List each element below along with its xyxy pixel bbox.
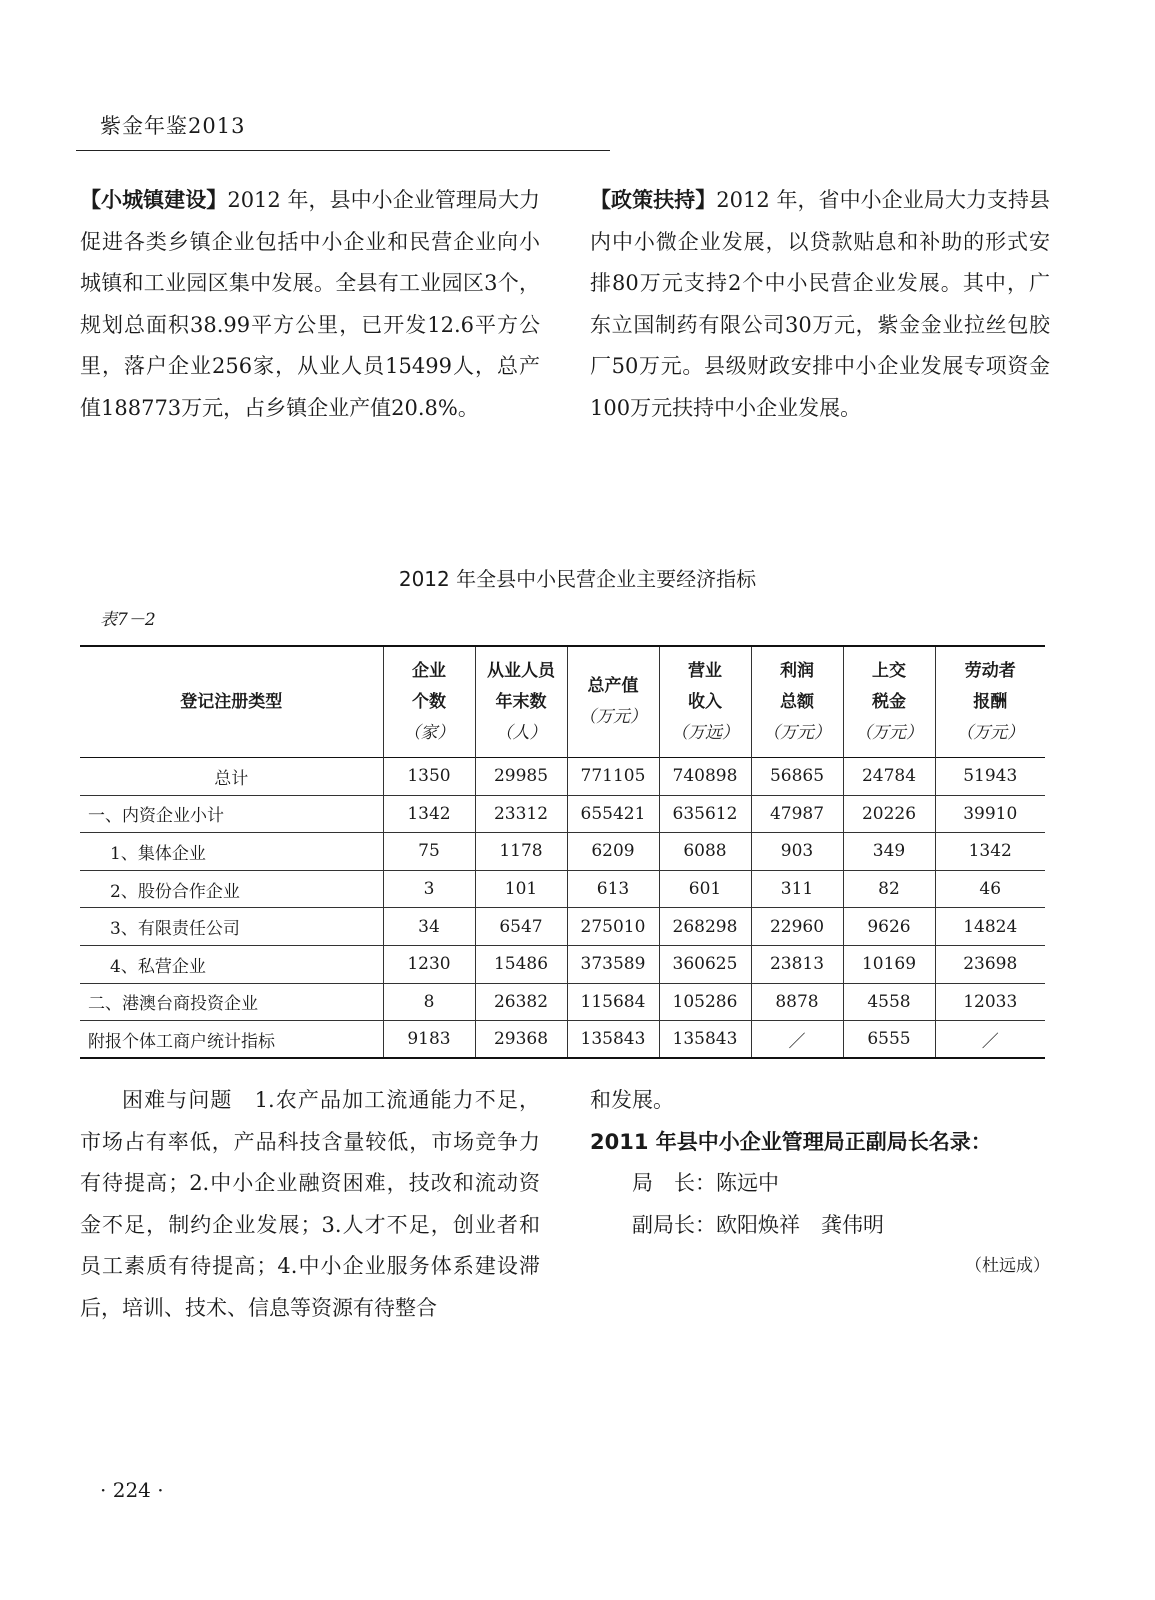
table-row [80,758,1045,796]
economic-indicators-table [80,645,1045,1059]
cell-value: 82 [843,870,935,908]
cell-value: 601 [659,870,751,908]
cell-value: 9626 [843,908,935,946]
section-body: 2012 年，省中小企业局大力支持县内中小微企业发展，以贷款贴息和补助的形式安排80万元支持2个中小民营企业发展。其中，广东立国制药有限公司30万元，紫金金业拉丝包胶厂50万元。县级财政安排中小企业发展专项资金100万元扶持中小企业发展。 [590,188,1050,420]
section-roster [590,1080,1050,1288]
cell-type: 3、有限责任公司 [80,908,383,946]
cell-value: 1342 [383,795,475,833]
cell-value: 24784 [843,758,935,796]
cell-value: 771105 [567,758,659,796]
cell-value: 3 [383,870,475,908]
cell-type: 1、集体企业 [80,833,383,871]
cell-value: 12033 [935,983,1045,1021]
table-row [80,908,1045,946]
cell-type: 总计 [80,758,383,796]
cell-value: 655421 [567,795,659,833]
cell-value: 4558 [843,983,935,1021]
continuation-text: 和发展。 [590,1088,674,1112]
table-header-row [80,646,1045,758]
section-body: 2012 年，县中小企业管理局大力促进各类乡镇企业包括中小企业和民营企业向小城镇和工业园区集中发展。全县有工业园区3个，规划总面积38.99平方公里，已开发12.6平方公里，落户企业256家，从业人员15499人，总产值188773万元，占乡镇企业产值20.8%。 [80,188,540,420]
cell-value: 6209 [567,833,659,871]
table-title: 2012 年全县中小民营企业主要经济指标 [398,567,757,591]
cell-value: 9183 [383,1021,475,1059]
cell-type: 一、内资企业小计 [80,795,383,833]
cell-value: 101 [475,870,567,908]
cell-value: 105286 [659,983,751,1021]
table-row [80,833,1045,871]
cell-value: 39910 [935,795,1045,833]
cell-value: 23813 [751,945,843,983]
table-row [80,945,1045,983]
cell-value: 23698 [935,945,1045,983]
section-lead: 【政策扶持】 [590,188,717,212]
cell-value: 1350 [383,758,475,796]
cell-type: 2、股份合作企业 [80,870,383,908]
cell-value: 360625 [659,945,751,983]
cell-value: 6555 [843,1021,935,1059]
cell-value: 613 [567,870,659,908]
cell-value: 23312 [475,795,567,833]
cell-value: 34 [383,908,475,946]
cell-value: ／ [935,1021,1045,1059]
header-rule [76,150,610,151]
cell-value: 47987 [751,795,843,833]
cell-value: 373589 [567,945,659,983]
cell-type: 附报个体工商户统计指标 [80,1021,383,1059]
problems-paragraph: 困难与问题 1.农产品加工流通能力不足，市场占有率低，产品科技含量较低，市场竞争力有待提高；2.中小企业融资困难，技改和流动资金不足，制约企业发展；3.人才不足，创业者和员工素质有待提高；4.中小企业服务体系建设滞后，培训、技术、信息等资源有待整合 [80,1088,540,1320]
running-header: 紫金年鉴2013 [100,114,246,138]
table-row [80,795,1045,833]
cell-value: 10169 [843,945,935,983]
cell-value: 75 [383,833,475,871]
cell-value: 20226 [843,795,935,833]
cell-value: 8878 [751,983,843,1021]
roster-title: 2011 年县中小企业管理局正副局长名录： [590,1129,992,1154]
cell-value: 1342 [935,833,1045,871]
column-header: 总产值 （万元） [567,646,659,758]
roster-director: 局 长：陈远中 [632,1171,779,1195]
column-header: 利润 总额 （万元） [751,646,843,758]
cell-value: 135843 [659,1021,751,1059]
cell-value: 349 [843,833,935,871]
section-small-town [80,180,540,429]
cell-value: 1178 [475,833,567,871]
cell-value: 903 [751,833,843,871]
cell-value: 46 [935,870,1045,908]
section-policy-support [590,180,1050,429]
column-header: 企业 个数 （家） [383,646,475,758]
cell-value: 6547 [475,908,567,946]
table-row [80,1021,1045,1059]
column-header: 营业 收入 （万远） [659,646,751,758]
cell-value: 51943 [935,758,1045,796]
column-header: 登记注册类型 [80,646,383,758]
author-credit: （杜远成） [965,1256,1050,1276]
cell-value: 26382 [475,983,567,1021]
page-number: · 224 · [100,1478,164,1502]
cell-value: 29368 [475,1021,567,1059]
section-problems [80,1080,540,1329]
cell-type: 4、私营企业 [80,945,383,983]
cell-value: 635612 [659,795,751,833]
cell-value: 22960 [751,908,843,946]
cell-value: 14824 [935,908,1045,946]
cell-value: 8 [383,983,475,1021]
cell-value: 268298 [659,908,751,946]
cell-value: 56865 [751,758,843,796]
cell-value: 135843 [567,1021,659,1059]
cell-type: 二、港澳台商投资企业 [80,983,383,1021]
column-header: 上交 税金 （万元） [843,646,935,758]
cell-value: 1230 [383,945,475,983]
section-lead: 【小城镇建设】 [80,188,228,212]
table-row [80,983,1045,1021]
column-header: 从业人员 年末数 （人） [475,646,567,758]
cell-value: ／ [751,1021,843,1059]
cell-value: 311 [751,870,843,908]
column-header: 劳动者 报酬 （万元） [935,646,1045,758]
cell-value: 6088 [659,833,751,871]
cell-value: 29985 [475,758,567,796]
cell-value: 740898 [659,758,751,796]
cell-value: 115684 [567,983,659,1021]
cell-value: 15486 [475,945,567,983]
cell-value: 275010 [567,908,659,946]
table-row [80,870,1045,908]
table-number: 表7－2 [100,610,156,630]
roster-deputy: 副局长：欧阳焕祥 龚伟明 [632,1212,884,1237]
